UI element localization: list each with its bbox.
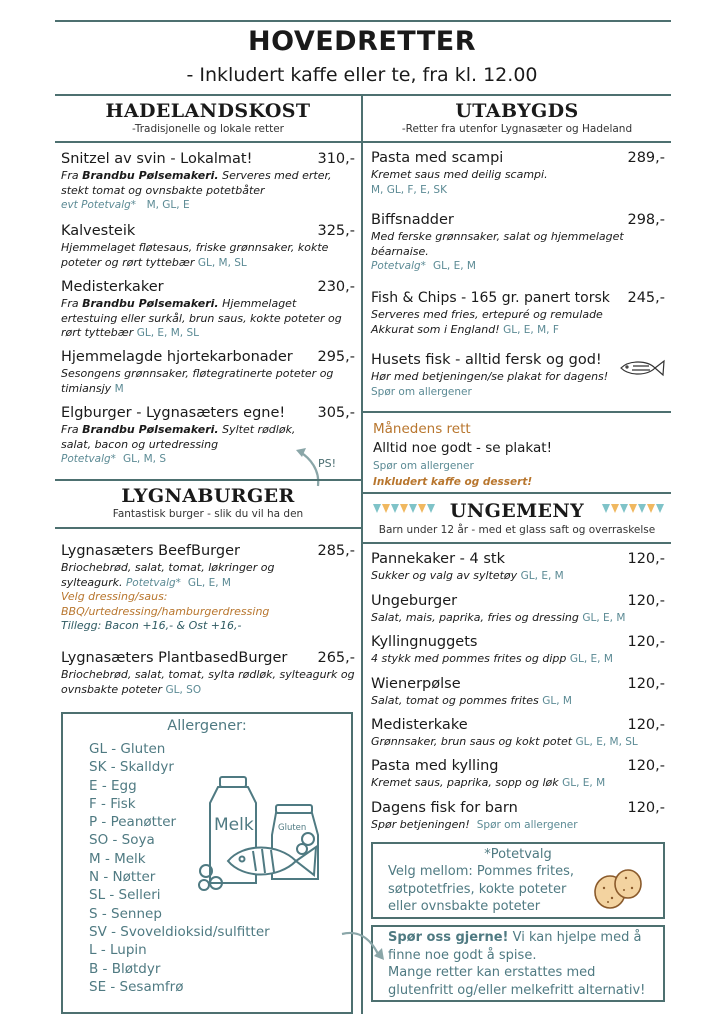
item-desc: Salat, mais, paprika, fries og dressing GL, E, M <box>371 611 626 624</box>
potetvalg-line: Velg mellom: Pommes frites, <box>388 864 574 879</box>
page-subtitle: - Inkludert kaffe eller te, fra kl. 12.00 <box>186 64 538 86</box>
item-price: 265,- <box>317 650 355 666</box>
utabygds-rule <box>363 141 671 143</box>
lygnaburger-rule <box>55 527 361 529</box>
item-name: Elgburger - Lygnasæters egne! <box>61 405 286 421</box>
item-desc: Grønnsaker, brun saus og kokt potet GL, E, M, SL <box>371 735 638 748</box>
allergen-entry: SK - Skalldyr <box>89 759 174 776</box>
item-desc: Kremet saus med deilig scampi. M, GL, F, E, SK <box>371 168 548 196</box>
manedens-line: Alltid noe godt - se plakat! <box>373 440 552 456</box>
menu-item <box>371 551 665 584</box>
menu-item <box>61 543 355 634</box>
allergen-entry: GL - Gluten <box>89 741 166 757</box>
menu-item <box>61 349 355 396</box>
spoross-line-1: Vi kan hjelpe med å <box>508 930 642 945</box>
item-name: Pasta med kylling <box>371 758 499 774</box>
spoross-line: glutenfritt og/eller melkefritt alternativ! <box>388 982 646 998</box>
item-name: Biffsnadder <box>371 212 454 228</box>
item-price: 305,- <box>317 405 355 421</box>
hadelandskost-rule <box>55 141 361 143</box>
menu-item <box>61 279 355 341</box>
item-desc: Fra Brandbu Pølsemakeri. Serveres med erter, stekt tomat og ovnsbakte potetbåter evt Potetvalg* M, GL, E <box>61 169 332 212</box>
item-desc: Sukker og valg av syltetøy GL, E, M <box>371 569 564 582</box>
allergen-entry: P - Peanøtter <box>89 814 177 831</box>
ungemeny-rule <box>363 542 671 544</box>
ungemeny-top-rule <box>363 492 671 494</box>
item-desc: Fra Brandbu Pølsemakeri. Syltet rødløk, salat, bacon og urtedressing Potetvalg* GL, M, S <box>61 423 296 466</box>
item-name: Husets fisk - alltid fersk og god! <box>371 352 602 368</box>
potato-icon <box>590 862 644 912</box>
allergen-entry: L - Lupin <box>89 942 147 959</box>
menu-item <box>371 634 665 667</box>
item-name: Pannekaker - 4 stk <box>371 551 505 567</box>
menu-item <box>371 290 665 337</box>
item-desc: Briochebrød, salat, tomat, løkringer og sylteagurk. Potetvalg* GL, E, M Velg dressing/saus: BBQ/urtedressing/hamburgerdressing Tillegg: Bacon +16,- & Ost +16,- <box>61 561 275 633</box>
allergen-entry: E - Egg <box>89 777 137 794</box>
spoross-line: Mange retter kan erstattes med <box>388 965 596 980</box>
potetvalg-line: eller ovnsbakte poteter <box>388 899 541 914</box>
ps-label: PS! <box>318 457 337 470</box>
allergen-entry: S - Sennep <box>89 905 162 922</box>
item-desc: Spør betjeningen! Spør om allergener <box>371 818 578 831</box>
item-price: 325,- <box>317 223 355 239</box>
item-price: 289,- <box>627 150 665 166</box>
spoross-line: finne noe godt å spise. <box>388 947 537 963</box>
header-bottom-rule <box>55 94 671 96</box>
item-price: 120,- <box>627 634 665 650</box>
item-price: 120,- <box>627 758 665 774</box>
menu-item <box>61 650 355 697</box>
milk-label: Melk <box>214 815 254 835</box>
item-desc: Briochebrød, salat, tomat, sylta rødløk, sylteagurk og ovnsbakte poteter GL, SO <box>61 668 355 696</box>
item-price: 285,- <box>317 543 355 559</box>
ungemeny-subtitle: Barn under 12 år - med et glass saft og overraskelse <box>378 524 656 536</box>
allergen-entry: M - Melk <box>89 850 146 867</box>
menu-item <box>61 223 355 270</box>
item-desc: 4 stykk med pommes frites og dipp GL, E, M <box>371 652 613 665</box>
lygnaburger-title: LYGNABURGER <box>121 485 295 507</box>
potetvalg-title: *Potetvalg <box>484 847 552 862</box>
item-price: 310,- <box>317 151 355 167</box>
item-price: 230,- <box>317 279 355 295</box>
item-desc: Salat, tomat og pommes frites GL, M <box>371 694 572 707</box>
item-name: Lygnasæters PlantbasedBurger <box>61 650 288 666</box>
item-name: Ungeburger <box>371 593 458 609</box>
menu-item <box>371 593 665 626</box>
lygnaburger-top-rule <box>55 479 361 481</box>
spoross-text <box>388 929 645 999</box>
menu-item <box>371 212 665 274</box>
potetvalg-text <box>388 863 574 916</box>
item-desc: Med ferske grønnsaker, salat og hjemmelaget béarnaise. Potetvalg* GL, E, M <box>371 230 624 273</box>
item-desc: Sesongens grønnsaker, fløtegratinerte poteter og timiansjy M <box>61 367 334 395</box>
menu-item <box>371 717 665 750</box>
item-price: 120,- <box>627 800 665 816</box>
allergen-entry: B - Bløtdyr <box>89 960 161 977</box>
menu-item <box>371 150 665 197</box>
allergen-entry: SL - Selleri <box>89 887 161 904</box>
item-desc: Kremet saus, paprika, sopp og løk GL, E, M <box>371 776 606 789</box>
manedens-title: Månedens rett <box>373 421 471 437</box>
ungemeny-title: UNGEMENY <box>449 500 585 522</box>
manedens-top-rule <box>363 411 671 413</box>
potetvalg-line: søtpotetfries, kokte poteter <box>388 881 567 897</box>
item-price: 120,- <box>627 717 665 733</box>
utabygds-subtitle: -Retter fra utenfor Lygnasæter og Hadeland <box>401 123 633 135</box>
allergen-title: Allergener: <box>167 718 247 734</box>
item-price: 120,- <box>627 551 665 567</box>
item-name: Hjemmelagde hjortekarbonader <box>61 349 293 365</box>
allergen-entry: N - Nøtter <box>89 869 156 886</box>
item-name: Dagens fisk for barn <box>371 800 518 816</box>
manedens-note: Inkludert kaffe og dessert! <box>373 476 533 488</box>
hadelandskost-subtitle: -Tradisjonelle og lokale retter <box>132 123 284 135</box>
allergen-entry: SV - Svoveldioksid/sulfitter <box>89 923 270 940</box>
allergen-entry: SO - Soya <box>89 832 155 849</box>
item-price: 245,- <box>627 290 665 306</box>
item-name: Lygnasæters BeefBurger <box>61 543 240 559</box>
item-desc: Hjemmelaget fløtesaus, friske grønnsaker, kokte poteter og rørt tyttebær GL, M, SL <box>61 241 329 269</box>
spoross-bold: Spør oss gjerne! <box>388 930 509 945</box>
hadelandskost-title: HADELANDSKOST <box>105 100 311 122</box>
utabygds-title: UTABYGDS <box>455 100 579 122</box>
item-name: Medisterkake <box>371 717 468 733</box>
fish-icon <box>619 358 665 378</box>
allergen-illustration-icon <box>198 775 338 895</box>
manedens-allergens: Spør om allergener <box>373 460 474 472</box>
item-name: Kalvesteik <box>61 223 136 239</box>
item-name: Fish & Chips - 165 gr. panert torsk <box>371 290 610 306</box>
menu-item <box>371 800 665 833</box>
menu-item <box>371 676 665 709</box>
item-price: 120,- <box>627 676 665 692</box>
lygnaburger-subtitle: Fantastisk burger - slik du vil ha den <box>112 508 304 520</box>
allergen-entry: F - Fisk <box>89 795 136 812</box>
menu-item <box>61 151 355 213</box>
item-price: 298,- <box>627 212 665 228</box>
menu-item <box>371 758 665 791</box>
item-name: Snitzel av svin - Lokalmat! <box>61 151 253 167</box>
item-name: Pasta med scampi <box>371 150 504 166</box>
center-divider <box>361 94 363 1014</box>
gluten-label: Gluten <box>278 823 307 833</box>
spoross-arrow-icon <box>340 928 388 964</box>
item-price: 295,- <box>317 349 355 365</box>
item-name: Kyllingnuggets <box>371 634 478 650</box>
item-desc: Hør med betjeningen/se plakat for dagens! Spør om allergener <box>371 370 609 398</box>
allergen-entry: SE - Sesamfrø <box>89 978 184 995</box>
item-name: Medisterkaker <box>61 279 164 295</box>
item-name: Wienerpølse <box>371 676 461 692</box>
page-title: HOVEDRETTER <box>248 26 476 57</box>
item-desc: Fra Brandbu Pølsemakeri. Hjemmelaget ertestuing eller surkål, brun saus, kokte poteter og rørt tyttebær GL, E, M, SL <box>61 297 342 340</box>
item-price: 120,- <box>627 593 665 609</box>
item-desc: Serveres med fries, ertepuré og remulade Akkurat som i England! GL, E, M, F <box>371 308 603 336</box>
top-rule <box>55 20 671 22</box>
